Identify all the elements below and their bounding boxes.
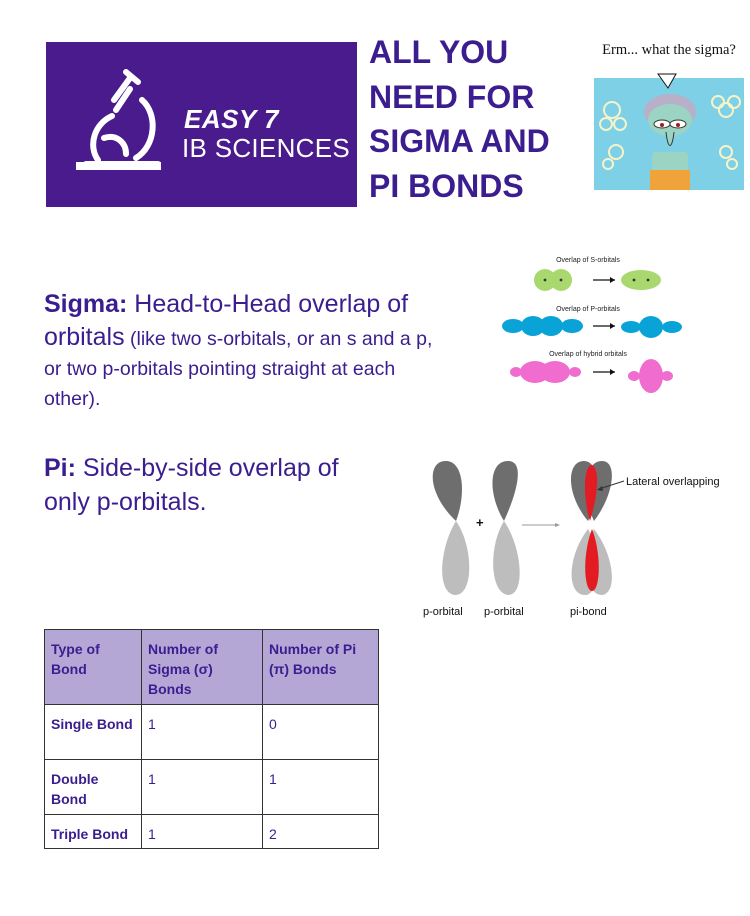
logo-banner: [46, 42, 357, 207]
page-title: [369, 30, 589, 208]
table-header-row: [45, 630, 379, 705]
meme-image: [594, 40, 744, 190]
sigma-line-2: [44, 322, 484, 354]
pi-bond-orbitals: [571, 461, 612, 595]
sigma-detail-a: (like two s-orbitals, or an s and a p,: [124, 328, 433, 350]
hybrid-orbitals-label: Overlap of hybrid orbitals: [549, 351, 627, 358]
row-bond-type: Triple Bond: [45, 815, 142, 849]
pi-bond-diagram: [418, 455, 738, 625]
row-sigma-count: 1: [142, 705, 263, 760]
p-orbital-label-2: p-orbital: [484, 606, 524, 618]
table-header-pi: Number of Pi (π) Bonds: [263, 630, 379, 705]
pi-bond-label: pi-bond: [570, 606, 607, 618]
p-orbital-1: [433, 461, 470, 595]
pi-section: [44, 451, 414, 519]
title-line-3: SIGMA AND: [369, 123, 550, 159]
table-row: [45, 815, 379, 849]
row-bond-type: Single Bond: [45, 705, 142, 760]
hybrid-orbital-overlap: [510, 359, 673, 393]
row-pi-count: 2: [263, 815, 379, 849]
row-pi-count: 1: [263, 760, 379, 815]
sigma-section: [44, 287, 484, 414]
logo-text-ib-sciences: IB SCIENCES: [182, 133, 351, 163]
title-line-1: ALL YOU: [369, 34, 509, 70]
p-orbitals-label: Overlap of P-orbitals: [556, 306, 620, 313]
plus-sign: +: [476, 515, 484, 530]
pi-line-2: only p-orbitals.: [44, 488, 207, 516]
s-orbital-overlap: [534, 269, 661, 291]
row-sigma-count: 1: [142, 760, 263, 815]
pi-label: Pi:: [44, 454, 76, 482]
row-pi-count: 0: [263, 705, 379, 760]
title-line-4: PI BONDS: [369, 167, 524, 204]
row-sigma-count: 1: [142, 815, 263, 849]
p-orbital-label-1: p-orbital: [423, 606, 463, 618]
sigma-detail-c: other).: [44, 388, 101, 410]
sigma-detail-b: or two p-orbitals pointing straight at each: [44, 358, 396, 380]
sigma-heading-line: [44, 287, 484, 322]
table-header-type: Type of Bond: [45, 630, 142, 705]
p-orbital-overlap: [502, 316, 682, 338]
sigma-overlap-diagram: [495, 250, 695, 400]
row-bond-type: Double Bond: [45, 760, 142, 815]
title-line-2: NEED FOR: [369, 78, 535, 115]
meme-picture: [594, 40, 744, 190]
sigma-main-text: Head-to-Head overlap of: [127, 290, 409, 318]
logo-text-easy7: EASY 7: [184, 104, 280, 134]
pi-heading-line: [44, 451, 414, 485]
table-row: [45, 760, 379, 815]
bond-table: [44, 629, 379, 849]
lateral-overlapping-label: Lateral overlapping: [626, 476, 720, 488]
table-row: [45, 705, 379, 760]
pi-line-1: Side-by-side overlap of: [75, 454, 339, 482]
meme-caption: Erm... what the sigma?: [602, 42, 736, 58]
p-orbital-2: [492, 461, 519, 595]
sigma-label: Sigma:: [44, 290, 128, 318]
s-orbitals-label: Overlap of S-orbitals: [556, 257, 620, 264]
sigma-main-text-2: orbitals: [44, 323, 125, 351]
table-header-sigma: Number of Sigma (σ) Bonds: [142, 630, 263, 705]
